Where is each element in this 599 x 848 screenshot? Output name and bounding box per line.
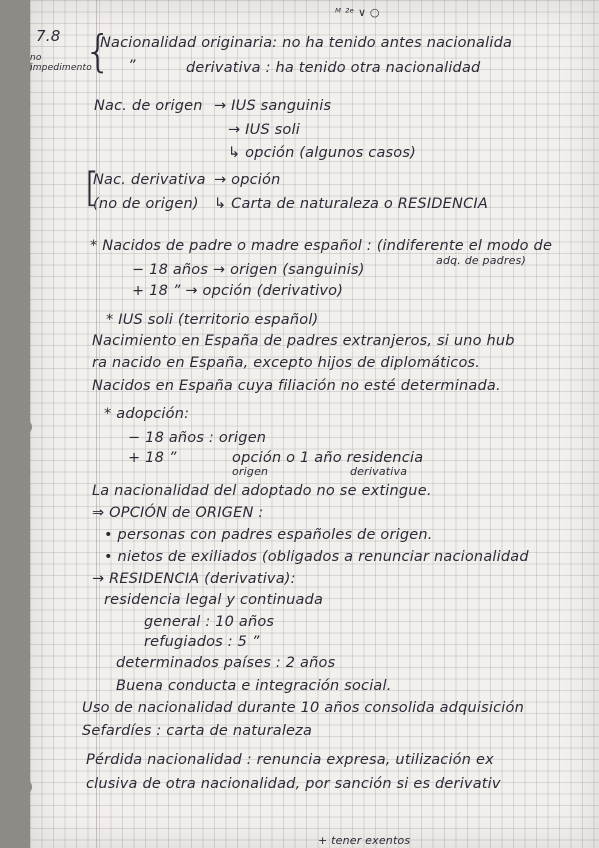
heading-ius-soli: * IUS soli (territorio español) — [106, 312, 319, 328]
line-no-se-extingue: La nacionalidad del adoptado no se extingue. — [92, 483, 432, 499]
line-clusiva: clusiva de otra nacionalidad, por sanción si es derivativ — [86, 776, 501, 792]
item-adopcion-menor: − 18 años : origen — [128, 430, 267, 446]
line-sefardies: Sefardíes : carta de naturaleza — [82, 723, 313, 739]
curly-brace: { — [84, 26, 112, 77]
item-ius-sanguinis: → IUS sanguinis — [214, 98, 332, 114]
line-perdida: Pérdida nacionalidad : renuncia expresa, utilización ex — [86, 752, 494, 768]
item-opcion: → opción — [214, 172, 281, 188]
note-adq-padres: adq. de padres) — [436, 254, 526, 267]
item-general: general : 10 años — [144, 614, 275, 630]
section-number: 7.8 — [36, 27, 61, 45]
bottom-cutoff-text: + tener exentos — [318, 834, 411, 847]
heading-nacidos-padres: * Nacidos de padre o madre español : (indiferente el modo de — [90, 238, 553, 254]
item-determinados-paises: determinados países : 2 años — [116, 655, 336, 671]
top-scribble: ᴹ ²ᵉ ∨ ○ — [335, 6, 380, 19]
notebook-page — [30, 0, 599, 848]
margin-line — [96, 0, 97, 848]
label-nac-derivativa: Nac. derivativa — [93, 172, 206, 188]
bullet-nietos-exiliados: • nietos de exiliados (obligados a renunciar nacionalidad — [104, 549, 529, 565]
line-filiacion: Nacidos en España cuya filiación no esté determinada. — [92, 378, 501, 394]
item-refugiados: refugiados : 5 ” — [144, 634, 260, 650]
ditto-mark: ” — [128, 58, 136, 74]
margin-note: no impedimento — [30, 53, 92, 73]
line-nacionalidad-originaria: Nacionalidad originaria: no ha tenido antes nacionalida — [100, 35, 513, 51]
item-ius-soli: → IUS soli — [228, 122, 300, 138]
heading-opcion-origen: ⇒ OPCIÓN de ORIGEN : — [92, 505, 264, 521]
line-derivativa: derivativa : ha tenido otra nacionalidad — [186, 60, 481, 76]
label-nac-origen: Nac. de origen — [94, 98, 203, 114]
binding-hole — [18, 420, 32, 434]
heading-residencia: → RESIDENCIA (derivativa): — [92, 571, 296, 587]
bracket: [ — [84, 165, 100, 211]
label-no-de-origen: (no de origen) — [93, 196, 199, 212]
line-buena-conducta: Buena conducta e integración social. — [116, 678, 392, 694]
line-residencia-legal: residencia legal y continuada — [104, 592, 324, 608]
item-menor-18: − 18 años → origen (sanguinis) — [132, 262, 365, 278]
line-diplomaticos: ra nacido en España, excepto hijos de diplomáticos. — [92, 355, 481, 371]
bullet-padres-espanoles: • personas con padres españoles de origen. — [104, 527, 433, 543]
item-mayor-18: + 18 ” → opción (derivativo) — [132, 283, 344, 299]
binding-hole — [18, 780, 32, 794]
item-carta-naturaleza: ↳ Carta de naturaleza o RESIDENCIA — [214, 196, 488, 212]
heading-adopcion: * adopción: — [104, 406, 190, 422]
note-derivativa: derivativa — [350, 465, 408, 478]
line-uso-nacionalidad: Uso de nacionalidad durante 10 años consolida adquisición — [82, 700, 524, 716]
note-origen: origen — [232, 465, 269, 478]
item-adopcion-mayor: opción o 1 año residencia — [232, 450, 424, 466]
item-opcion-casos: ↳ opción (algunos casos) — [228, 145, 416, 161]
line-nacimiento-espana: Nacimiento en España de padres extranjeros, si uno hub — [92, 333, 515, 349]
item-adopcion-mayor-label: + 18 ” — [128, 450, 177, 466]
